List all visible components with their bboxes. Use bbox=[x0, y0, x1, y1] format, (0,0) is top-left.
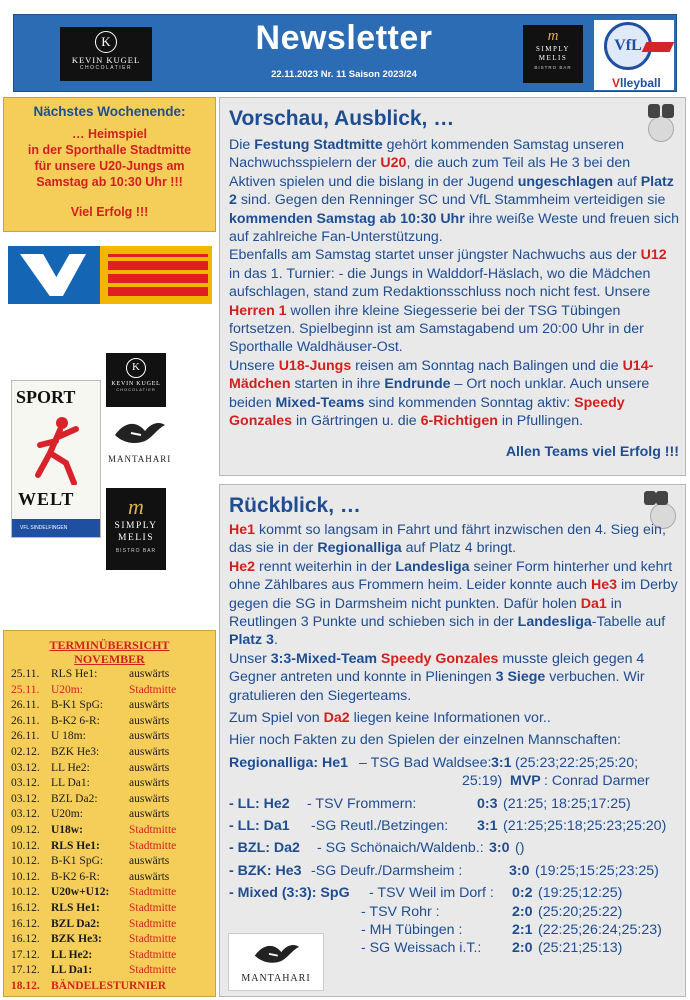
schedule-date: 17.12. bbox=[11, 964, 40, 977]
schedule-team: U18w: bbox=[51, 824, 83, 836]
schedule-place: auswärts bbox=[129, 792, 170, 805]
schedule-team: LL He2: bbox=[51, 761, 90, 774]
review-facts-intro: Hier noch Fakten zu den Spielen der einzelnen Mannschaften: bbox=[229, 732, 621, 749]
schedule-place: auswärts bbox=[129, 668, 170, 680]
schedule-team: BZK He3: bbox=[51, 746, 100, 758]
schedule-team: BZL Da2: bbox=[51, 792, 98, 805]
schedule-heading: TERMINÜBERSICHT bbox=[49, 638, 170, 652]
result-row: 25:19) MVP : Conrad Darmer bbox=[462, 773, 650, 790]
schedule-overview bbox=[3, 630, 216, 997]
result-row: - BZL: Da2 - SG Schönaich/Waldenb.: 3:0 () bbox=[229, 840, 525, 857]
schedule-row bbox=[11, 683, 215, 698]
schedule-date: 10.12. bbox=[11, 870, 40, 883]
result-row: - BZK: He3 -SG Deufr./Darmsheim : 3:0 (19:25;15:25;23:25) bbox=[229, 862, 659, 879]
schedule-row bbox=[11, 901, 215, 916]
schedule-date: 03.12. bbox=[11, 761, 40, 774]
preview-paragraph: Die Festung Stadtmitte gehört kommenden Samstag unseren Nachwuchsspielern der U20, die auch zum Teil als He 3 bei den Aktiven spielen und die bislang in der Jugend ungeschlagen auf Platz 2 sind. Gegen den Renninger SC und VfL Stammheim verteidigen sie kommenden Samstag ab 10:30 Uhr ihre weiße Weste und freuen sich auf zahlreiche Fan-Unterstützung. bbox=[229, 137, 679, 246]
schedule-row bbox=[11, 776, 215, 791]
preview-body bbox=[229, 136, 679, 461]
logo-text: SIMPLY bbox=[536, 45, 570, 53]
sponsor-text: MELIS bbox=[118, 533, 154, 543]
schedule-team: U20w+U12: bbox=[51, 886, 110, 899]
logo-letter: V bbox=[612, 76, 621, 90]
schedule-row bbox=[11, 698, 215, 713]
sport-welt-bottom: WELT bbox=[18, 489, 75, 509]
schedule-row bbox=[11, 667, 215, 682]
schedule-place: auswärts bbox=[129, 699, 170, 712]
schedule-date: 03.12. bbox=[11, 777, 40, 790]
review-body bbox=[229, 521, 679, 958]
logo-subtext: BISTRO BAR bbox=[534, 65, 572, 70]
newsletter-title: Newsletter bbox=[255, 19, 433, 57]
issue-info: 22.11.2023 Nr. 11 Saison 2023/24 bbox=[271, 69, 417, 80]
schedule-row bbox=[11, 714, 215, 729]
schedule-row bbox=[11, 807, 215, 822]
schedule-date: 09.12. bbox=[11, 824, 40, 836]
schedule-team: B-K1 SpG: bbox=[51, 699, 104, 712]
schedule-date: 10.12. bbox=[11, 886, 40, 899]
schedule-place: Stadtmitte bbox=[129, 917, 177, 930]
schedule-date: 16.12. bbox=[11, 917, 40, 930]
mantahari-sponsor bbox=[228, 933, 324, 991]
schedule-row bbox=[11, 948, 215, 963]
schedule-place: auswärts bbox=[129, 808, 170, 821]
schedule-place: auswärts bbox=[129, 714, 170, 727]
mantahari-text: MANTAHARI bbox=[108, 454, 172, 464]
review-paragraph: He2 rennt weiterhin in der Landesliga seiner Form hinterher und kehrt ohne Zählbares aus Frommern heim. Leider konnte auch He3 im Derby gegen die SG in Darmsheim nicht punkten. Dafür holen Da1 in Reutlingen 3 Punkte und schieben sich in der Landesliga-Tabelle auf Platz 3. bbox=[229, 558, 678, 649]
preview-closing: Allen Teams viel Erfolg !!! bbox=[505, 443, 679, 460]
schedule-date: 26.11. bbox=[11, 699, 40, 712]
bird-icon bbox=[111, 415, 167, 449]
review-panel bbox=[219, 484, 686, 997]
schedule-team: BÄNDELESTURNIER bbox=[51, 980, 167, 992]
schedule-row bbox=[11, 854, 215, 869]
result-row: - LL: He2 - TSV Frommern: 0:3 (21:25; 18:25;17:25) bbox=[229, 795, 631, 812]
schedule-date: 26.11. bbox=[11, 730, 40, 743]
next-weekend-line: … Heimspiel bbox=[71, 127, 148, 141]
schedule-row bbox=[11, 729, 215, 744]
schedule-place: Stadtmitte bbox=[129, 886, 177, 899]
sport-welt-band: VFL SINDELFINGEN bbox=[12, 519, 100, 537]
simply-melis-logo: m SIMPLY MELIS BISTRO BAR bbox=[523, 25, 583, 83]
schedule-date: 03.12. bbox=[11, 808, 40, 821]
schedule-place: auswärts bbox=[129, 746, 170, 758]
schedule-team: BZL Da2: bbox=[51, 917, 100, 930]
sport-welt-sponsor bbox=[11, 380, 101, 538]
schedule-date: 17.12. bbox=[11, 948, 40, 961]
kevin-kugel-sponsor: K KEVIN KUGEL CHOCOLATIER bbox=[106, 353, 166, 407]
logo-word: lleyball bbox=[620, 76, 661, 90]
schedule-place: auswärts bbox=[129, 870, 170, 883]
schedule-row bbox=[11, 761, 215, 776]
result-row: Regionalliga: He1 – TSG Bad Waldsee: 3:1 (25:23;22:25;25:20; bbox=[229, 754, 639, 771]
preview-panel bbox=[219, 97, 686, 476]
schedule-place: Stadtmitte bbox=[129, 948, 177, 961]
schedule-place: auswärts bbox=[129, 761, 170, 774]
result-row: - SG Weissach i.T.: 2:0 (25:21;25:13) bbox=[361, 940, 623, 957]
next-weekend-box bbox=[3, 97, 216, 232]
schedule-date: 18.12. bbox=[11, 980, 40, 992]
schedule-row bbox=[11, 792, 215, 807]
result-row: - LL: Da1 -SG Reutl./Betzingen: 3:1 (21:25;25:18;25:23;25:20) bbox=[229, 818, 667, 835]
volksbank-raiffeisen-logo bbox=[8, 246, 212, 304]
schedule-row bbox=[11, 932, 215, 947]
schedule-date: 16.12. bbox=[11, 933, 40, 946]
athlete-figure-icon bbox=[32, 415, 82, 485]
result-row: - MH Tübingen : 2:1 (22:25;26:24;25:23) bbox=[361, 922, 662, 938]
result-row: - Mixed (3:3): SpG - TSV Weil im Dorf : 0:2 (19:25;12:25) bbox=[229, 885, 623, 902]
mantahari-sponsor bbox=[108, 415, 170, 475]
schedule-row bbox=[11, 870, 215, 885]
schedule-team: LL He2: bbox=[51, 948, 93, 961]
schedule-place: auswärts bbox=[129, 855, 170, 868]
next-weekend-heading: Nächstes Wochenende: bbox=[33, 104, 186, 119]
schedule-place: auswärts bbox=[129, 730, 170, 743]
preview-paragraph: Ebenfalls am Samstag startet unser jüngster Nachwuchs aus der U12 in das 1. Turnier: - die Jungs in Walddorf-Häslach, wo die Mädchen aufschlagen, stand zum Redaktionsschluss noch nicht fest. Unsere Herren 1 wollen ihre kleine Siegesserie bei der TSG Tübingen fortsetzen. Spielbeginn ist am Samstagabend um 20:00 Uhr in der Sporthalle Waldhäuser-Ost. bbox=[229, 247, 667, 356]
schedule-place: Stadtmitte bbox=[129, 683, 177, 696]
schedule-team: RLS He1: bbox=[51, 839, 100, 852]
schedule-row bbox=[11, 963, 215, 978]
sport-welt-top: SPORT bbox=[16, 387, 76, 407]
review-paragraph: Zum Spiel von Da2 liegen keine Informationen vor.. bbox=[229, 710, 551, 727]
schedule-date: 10.12. bbox=[11, 855, 40, 868]
schedule-month: NOVEMBER bbox=[74, 652, 145, 666]
schedule-row bbox=[11, 917, 215, 932]
schedule-date: 25.11. bbox=[11, 668, 40, 680]
schedule-date: 26.11. bbox=[11, 714, 40, 727]
preview-title: Vorschau, Ausblick, … bbox=[229, 107, 455, 130]
schedule-team: LL Da1: bbox=[51, 964, 93, 977]
next-weekend-line: für unsere U20-Jungs am bbox=[34, 159, 185, 173]
sponsor-subtext: BISTRO BAR bbox=[115, 548, 157, 554]
schedule-date: 25.11. bbox=[11, 683, 40, 696]
schedule-date: 03.12. bbox=[11, 792, 40, 805]
schedule-team: B-K2 6-R: bbox=[51, 714, 100, 727]
newsletter-header bbox=[13, 14, 677, 92]
schedule-place: Stadtmitte bbox=[129, 839, 177, 852]
result-row: - TSV Rohr : 2:0 (25:20;25:22) bbox=[361, 903, 623, 920]
review-title: Rückblick, … bbox=[229, 494, 361, 517]
schedule-team: U 18m: bbox=[51, 730, 86, 743]
schedule-row bbox=[11, 745, 215, 760]
results-table bbox=[229, 754, 679, 958]
schedule-team: B-K2 6-R: bbox=[51, 870, 100, 883]
sponsor-text: KEVIN KUGEL bbox=[111, 381, 161, 387]
schedule-team: U20m: bbox=[51, 683, 83, 696]
schedule-place: auswärts bbox=[129, 777, 170, 790]
club-volleyball-logo: VfL Vlleyball bbox=[594, 20, 674, 90]
schedule-row bbox=[11, 885, 215, 900]
schedule-date: 02.12. bbox=[11, 746, 40, 758]
sponsor-text: SIMPLY bbox=[114, 521, 158, 531]
logo-subtext: CHOCOLATIER bbox=[79, 65, 133, 71]
kevin-kugel-logo: K KEVIN KUGEL CHOCOLATIER bbox=[60, 27, 152, 81]
schedule-row bbox=[11, 979, 215, 994]
bird-icon bbox=[246, 938, 306, 968]
schedule-place: Stadtmitte bbox=[129, 902, 177, 914]
simply-melis-sponsor: m SIMPLY MELIS BISTRO BAR bbox=[106, 488, 166, 570]
review-paragraph: Unser 3:3-Mixed-Team Speedy Gonzales musste gleich gegen 4 Gegner antreten und konnte in Plieningen 3 Siege verbuchen. Wir gratulieren den Siegerteams. bbox=[229, 650, 645, 704]
schedule-row bbox=[11, 839, 215, 854]
schedule-team: RLS He1: bbox=[51, 668, 98, 680]
schedule-place: Stadtmitte bbox=[129, 933, 177, 946]
review-paragraph: He1 kommt so langsam in Fahrt und fährt inzwischen den 4. Sieg ein, das sie in der Regionalliga auf Platz 4 bringt. bbox=[229, 522, 666, 557]
schedule-team: LL Da1: bbox=[51, 777, 90, 790]
sponsor-subtext: CHOCOLATIER bbox=[116, 387, 156, 392]
schedule-team: BZK He3: bbox=[51, 933, 102, 946]
next-weekend-line: Samstag ab 10:30 Uhr !!! bbox=[36, 175, 183, 189]
schedule-date: 16.12. bbox=[11, 902, 40, 914]
schedule-team: U20m: bbox=[51, 808, 83, 821]
logo-text: MELIS bbox=[538, 54, 568, 62]
schedule-team: RLS He1: bbox=[51, 902, 100, 914]
schedule-place: Stadtmitte bbox=[129, 824, 177, 836]
logo-text: KEVIN KUGEL bbox=[71, 55, 141, 65]
schedule-team: B-K1 SpG: bbox=[51, 855, 104, 868]
next-weekend-closing: Viel Erfolg !!! bbox=[70, 205, 149, 219]
preview-paragraph: Unsere U18-Jungs reisen am Sonntag nach Balingen und die U14-Mädchen starten in ihre Endrunde – Ort noch unklar. Auch unsere beiden Mixed-Teams sind kommenden Sonntag aktiv: Speedy Gonzales in Gärtringen u. die 6-Richtigen in Pfullingen. bbox=[229, 357, 654, 430]
schedule-row bbox=[11, 823, 215, 838]
schedule-place: Stadtmitte bbox=[129, 964, 177, 977]
schedule-date: 10.12. bbox=[11, 839, 40, 852]
next-weekend-line: in der Sporthalle Stadtmitte bbox=[27, 143, 192, 157]
mantahari-text: MANTAHARI bbox=[241, 973, 311, 984]
